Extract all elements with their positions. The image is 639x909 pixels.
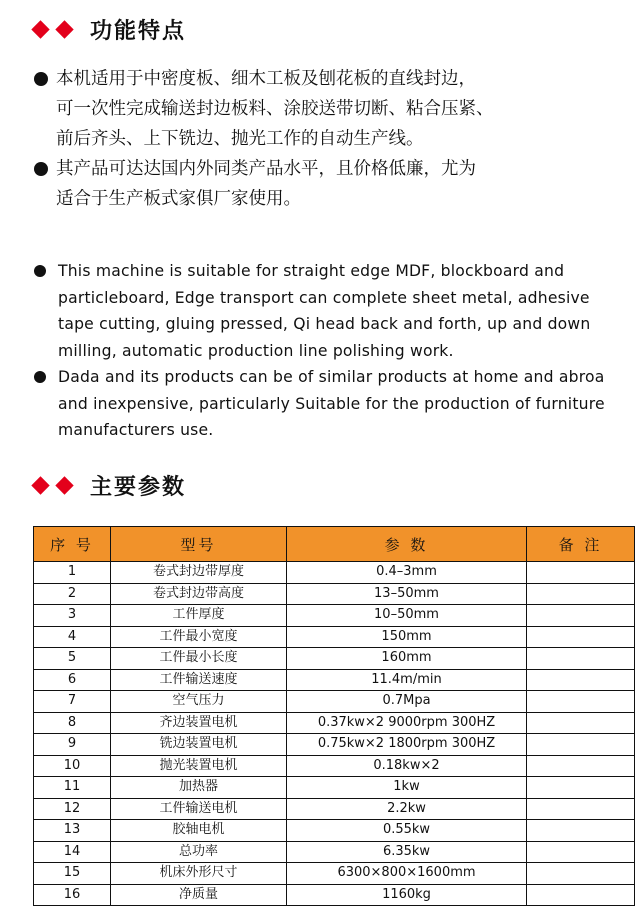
cell-index: 8 bbox=[34, 712, 111, 734]
cell-remark bbox=[527, 605, 635, 627]
cell-index: 16 bbox=[34, 884, 111, 906]
cell-index: 3 bbox=[34, 605, 111, 627]
cell-remark bbox=[527, 562, 635, 584]
cell-model: 工件输送电机 bbox=[111, 798, 287, 820]
cell-model: 总功率 bbox=[111, 841, 287, 863]
table-body bbox=[34, 562, 635, 906]
cell-value: 1kw bbox=[287, 777, 527, 799]
cell-model: 加热器 bbox=[111, 777, 287, 799]
cn-paragraph-1: 本机适用于中密度板、细木工板及刨花板的直线封边， 可一次性完成输送封边板料、涂胶送带切断、粘合压紧、 前后齐头、上下铣边、抛光工作的自动生产线。 bbox=[34, 64, 634, 154]
cell-index: 12 bbox=[34, 798, 111, 820]
red-diamond-icon bbox=[55, 20, 73, 38]
table-row bbox=[34, 605, 635, 627]
cell-model: 铣边装置电机 bbox=[111, 734, 287, 756]
cell-value: 0.75kw×2 1800rpm 300HZ bbox=[287, 734, 527, 756]
red-diamond-icon bbox=[31, 20, 49, 38]
cell-index: 2 bbox=[34, 583, 111, 605]
cell-remark bbox=[527, 583, 635, 605]
cell-model: 工件输送速度 bbox=[111, 669, 287, 691]
cell-remark bbox=[527, 669, 635, 691]
features-cn-text bbox=[34, 64, 634, 214]
cell-model: 工件最小长度 bbox=[111, 648, 287, 670]
red-diamond-icon bbox=[55, 476, 73, 494]
cell-value: 2.2kw bbox=[287, 798, 527, 820]
cell-model: 抛光装置电机 bbox=[111, 755, 287, 777]
en-paragraph-2: Dada and its products can be of similar products at home and abroa and inexpensive, particularly Suitable for the production of furniture manufacturers use. bbox=[34, 364, 639, 444]
table-row bbox=[34, 648, 635, 670]
bullet-icon bbox=[34, 371, 46, 383]
table-row bbox=[34, 669, 635, 691]
table-row bbox=[34, 755, 635, 777]
table-row bbox=[34, 691, 635, 713]
cell-value: 150mm bbox=[287, 626, 527, 648]
cell-model: 工件最小宽度 bbox=[111, 626, 287, 648]
table-row bbox=[34, 841, 635, 863]
cell-remark bbox=[527, 755, 635, 777]
table-row bbox=[34, 626, 635, 648]
cell-remark bbox=[527, 648, 635, 670]
header-index: 序 号 bbox=[34, 527, 111, 562]
cell-index: 6 bbox=[34, 669, 111, 691]
cell-remark bbox=[527, 712, 635, 734]
table-header-row bbox=[34, 527, 635, 562]
cell-model: 齐边装置电机 bbox=[111, 712, 287, 734]
header-remark: 备 注 bbox=[527, 527, 635, 562]
table-row bbox=[34, 562, 635, 584]
cell-model: 机床外形尺寸 bbox=[111, 863, 287, 885]
cell-model: 空气压力 bbox=[111, 691, 287, 713]
params-table bbox=[33, 526, 635, 906]
features-title: 功能特点 bbox=[90, 19, 187, 44]
cell-value: 0.55kw bbox=[287, 820, 527, 842]
cell-index: 13 bbox=[34, 820, 111, 842]
cell-index: 10 bbox=[34, 755, 111, 777]
table-row bbox=[34, 583, 635, 605]
cell-value: 0.4–3mm bbox=[287, 562, 527, 584]
cell-value: 0.37kw×2 9000rpm 300HZ bbox=[287, 712, 527, 734]
cell-index: 14 bbox=[34, 841, 111, 863]
cell-remark bbox=[527, 734, 635, 756]
cell-value: 13–50mm bbox=[287, 583, 527, 605]
cell-index: 9 bbox=[34, 734, 111, 756]
red-diamond-icon bbox=[31, 476, 49, 494]
header-model: 型号 bbox=[111, 527, 287, 562]
bullet-icon bbox=[34, 162, 48, 176]
table-row bbox=[34, 777, 635, 799]
cell-model: 净质量 bbox=[111, 884, 287, 906]
params-heading bbox=[34, 470, 186, 501]
cell-value: 0.18kw×2 bbox=[287, 755, 527, 777]
features-en-text bbox=[34, 258, 639, 444]
cell-value: 11.4m/min bbox=[287, 669, 527, 691]
cell-remark bbox=[527, 777, 635, 799]
cell-index: 1 bbox=[34, 562, 111, 584]
cell-value: 6.35kw bbox=[287, 841, 527, 863]
cell-remark bbox=[527, 863, 635, 885]
params-title: 主要参数 bbox=[90, 475, 187, 500]
cell-remark bbox=[527, 798, 635, 820]
cell-model: 胶轴电机 bbox=[111, 820, 287, 842]
table-row bbox=[34, 884, 635, 906]
table-row bbox=[34, 820, 635, 842]
cell-remark bbox=[527, 841, 635, 863]
cell-model: 卷式封边带高度 bbox=[111, 583, 287, 605]
table-row bbox=[34, 863, 635, 885]
cell-value: 1160kg bbox=[287, 884, 527, 906]
en-paragraph-1: This machine is suitable for straight edge MDF, blockboard and particleboard, Edge transport can complete sheet metal, adhesive tape cutting, gluing pressed, Qi head back and forth, up and down milling, automatic production line polishing work. bbox=[34, 258, 639, 364]
header-value: 参 数 bbox=[287, 527, 527, 562]
cell-remark bbox=[527, 626, 635, 648]
cell-remark bbox=[527, 884, 635, 906]
cell-index: 15 bbox=[34, 863, 111, 885]
cell-index: 7 bbox=[34, 691, 111, 713]
cell-value: 160mm bbox=[287, 648, 527, 670]
cell-value: 0.7Mpa bbox=[287, 691, 527, 713]
cell-model: 工件厚度 bbox=[111, 605, 287, 627]
cn-paragraph-2: 其产品可达达国内外同类产品水平，且价格低廉，尤为 适合于生产板式家俱厂家使用。 bbox=[34, 154, 634, 214]
cell-value: 10–50mm bbox=[287, 605, 527, 627]
cell-index: 5 bbox=[34, 648, 111, 670]
features-heading bbox=[34, 14, 186, 45]
cell-remark bbox=[527, 820, 635, 842]
table-row bbox=[34, 712, 635, 734]
table-row bbox=[34, 734, 635, 756]
cell-index: 4 bbox=[34, 626, 111, 648]
bullet-icon bbox=[34, 265, 46, 277]
bullet-icon bbox=[34, 72, 48, 86]
cell-value: 6300×800×1600mm bbox=[287, 863, 527, 885]
table-row bbox=[34, 798, 635, 820]
cell-index: 11 bbox=[34, 777, 111, 799]
cell-model: 卷式封边带厚度 bbox=[111, 562, 287, 584]
cell-remark bbox=[527, 691, 635, 713]
